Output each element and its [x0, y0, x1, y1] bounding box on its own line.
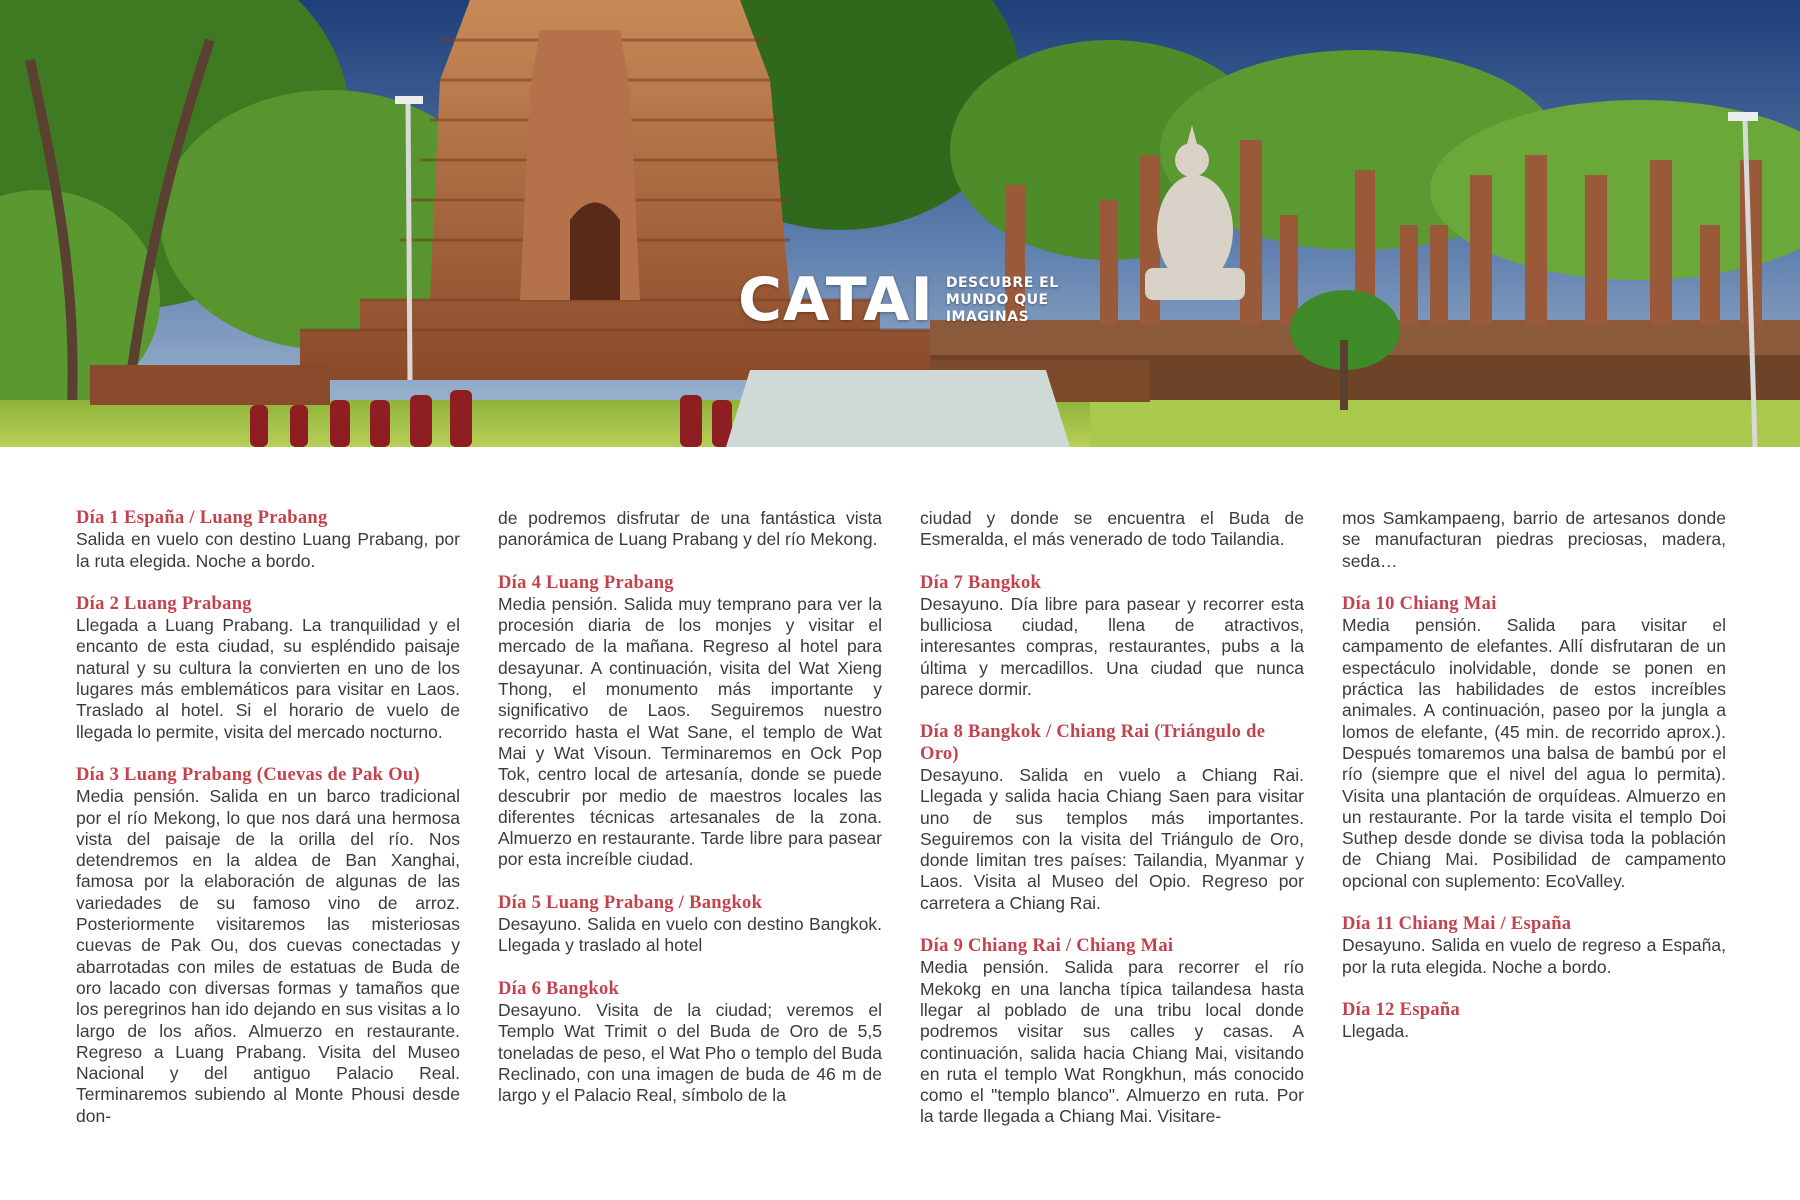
day-entry — [498, 573, 882, 871]
tagline-line-1: DESCUBRE EL — [945, 274, 1059, 291]
day-entry — [920, 573, 1304, 701]
day-title: Día 10 Chiang Mai — [1342, 593, 1497, 614]
logo-tagline — [946, 275, 1059, 326]
day-description: Desayuno. Salida en vuelo con destino Bangkok. Llegada y traslado al hotel — [498, 914, 882, 956]
day-entry — [1342, 1000, 1726, 1043]
day-entry — [76, 765, 460, 1127]
day-description: Llegada a Luang Prabang. La tranquilidad y el encanto de esta ciudad, su espléndido paisaje natural y su cultura la convierten en uno de los lugares más emblemáticos para visitar en Laos. Traslado al hotel. Si el horario de vuelo de llegada lo permite, visita del mercado nocturno. — [76, 615, 460, 742]
day-description: Media pensión. Salida muy temprano para ver la procesión diaria de los monjes y visitar el mercado de la mañana. Regreso al hotel para desayunar. A continuación, visita del Wat Xieng Thong, el monumento más importante y significativo de Laos. Seguiremos nuestro recorrido hasta el Wat Sane, el templo de Wat Mai y Wat Visoun. Terminaremos en Ock Pop Tok, centro local de artesanía, donde se puede descubrir por medio de maestros locales las diferentes técnicas artesanales de la zona. Almuerzo en restaurante. Tarde libre para pasear por esta increíble ciudad. — [498, 593, 882, 870]
tagline-line-3: IMAGINAS — [945, 308, 1030, 325]
day-title: Día 12 España — [1342, 999, 1461, 1020]
itinerary — [76, 508, 1726, 1148]
itinerary-column-2 — [498, 508, 882, 1128]
day-entry — [920, 936, 1304, 1128]
day-entry — [1342, 594, 1726, 892]
day-title: Día 2 Luang Prabang — [76, 593, 252, 614]
day-description: Desayuno. Día libre para pasear y recorrer esta bulliciosa ciudad, llena de atractivos, interesantes compras, restaurantes, pubs a la última y mercadillos. Una ciudad que nunca parece dormir. — [920, 593, 1304, 700]
day-title: Día 1 España / Luang Prabang — [76, 508, 328, 528]
day-description: Llegada. — [1342, 1021, 1410, 1042]
logo-wordmark: CATAI — [738, 265, 934, 335]
day-description: Media pensión. Salida para recorrer el río Mekokg en una lancha típica tailandesa hasta llegar al poblado de una tribu local donde podremos visitar sus calles y casas. A continuación, salida hacia Chiang Mai, visitando en ruta el templo Wat Rongkhun, más conocido como el "templo blanco". Almuerzo en ruta. Por la tarde llegada a Chiang Mai. Visitare- — [920, 957, 1304, 1127]
day-title: Día 6 Bangkok — [498, 978, 620, 999]
day-entry — [920, 722, 1304, 914]
hero-tab-shape — [726, 370, 1070, 447]
day-title: Día 8 Bangkok / Chiang Rai (Triángulo de Oro) — [920, 722, 1266, 764]
day-entry — [76, 508, 460, 572]
day-entry — [498, 979, 882, 1107]
day-title: Día 4 Luang Prabang — [498, 572, 674, 593]
day-description: Media pensión. Salida para visitar el campamento de elefantes. Allí disfrutaran de un espectáculo inolvidable, donde se ponen en práctica las habilidades de estos increíbles animales. A continuación, paseo por la jungla a lomos de elefante, (45 min. de recorrido aprox.). Después tomaremos una balsa de bambú por el río (siempre que el nivel del agua lo permita). Visita una plantación de orquídeas. Almuerzo en un restaurante. Por la tarde visita el templo Doi Suthep desde donde se divisa toda la población de Chiang Mai. Posibilidad de campamento opcional con suplemento: EcoValley. — [1342, 615, 1726, 891]
tagline-line-2: MUNDO QUE — [945, 291, 1049, 308]
day-title: Día 9 Chiang Rai / Chiang Mai — [920, 936, 1174, 957]
continued-text: de podremos disfrutar de una fantástica vista panorámica de Luang Prabang y del río Mekong. — [498, 508, 882, 550]
day-title: Día 3 Luang Prabang (Cuevas de Pak Ou) — [76, 764, 420, 785]
day-entry — [1342, 914, 1726, 978]
day-description: Desayuno. Visita de la ciudad; veremos el Templo Wat Trimit o del Buda de Oro de 5,5 toneladas de peso, el Wat Pho o templo del Buda Reclinado, con una imagen de buda de 46 m de largo y el Palacio Real, símbolo de la — [498, 999, 882, 1106]
day-title: Día 7 Bangkok — [920, 572, 1042, 593]
itinerary-column-3 — [920, 508, 1304, 1150]
day-entry — [498, 893, 882, 957]
day-description: Media pensión. Salida en un barco tradicional por el río Mekong, lo que nos dará una hermosa vista del paisaje de la orilla del río. Nos detendremos en la aldea de Ban Xanghai, famosa por la elaboración de algunas de las variedades de su famoso vino de arroz. Posteriormente visitaremos las misteriosas cuevas de Pak Ou, dos cuevas conectadas y abarrotadas con miles de estatuas de Buda de oro lacado con diversas formas y tamaños que los peregrinos han ido dejando en sus visitas a lo largo de los años. Almuerzo en restaurante. Regreso a Luang Prabang. Visita del Museo Nacional y del antiguo Palacio Real. Terminaremos subiendo al Monte Phousi desde don- — [76, 786, 460, 1126]
day-entry — [76, 594, 460, 743]
day-description: Desayuno. Salida en vuelo de regreso a España, por la ruta elegida. Noche a bordo. — [1342, 935, 1726, 977]
day-title: Día 11 Chiang Mai / España — [1342, 914, 1572, 935]
hero-photo — [0, 0, 1800, 447]
day-description: Desayuno. Salida en vuelo a Chiang Rai. Llegada y salida hacia Chiang Saen para visitar uno de sus templos más importantes. Seguiremos con la visita del Triángulo de Oro, donde limitan tres países: Tailandia, Myanmar y Laos. Visita al Museo del Opio. Regreso por carretera a Chiang Rai. — [920, 764, 1304, 913]
itinerary-column-4 — [1342, 508, 1726, 1065]
day-description: Salida en vuelo con destino Luang Prabang, por la ruta elegida. Noche a bordo. — [76, 529, 460, 571]
continued-text: mos Samkampaeng, barrio de artesanos donde se manufacturan piedras preciosas, madera, seda… — [1342, 508, 1726, 571]
itinerary-column-1 — [76, 508, 460, 1149]
catai-logo — [738, 265, 1059, 335]
continued-text: ciudad y donde se encuentra el Buda de Esmeralda, el más venerado de todo Tailandia. — [920, 508, 1304, 550]
day-title: Día 5 Luang Prabang / Bangkok — [498, 892, 763, 913]
